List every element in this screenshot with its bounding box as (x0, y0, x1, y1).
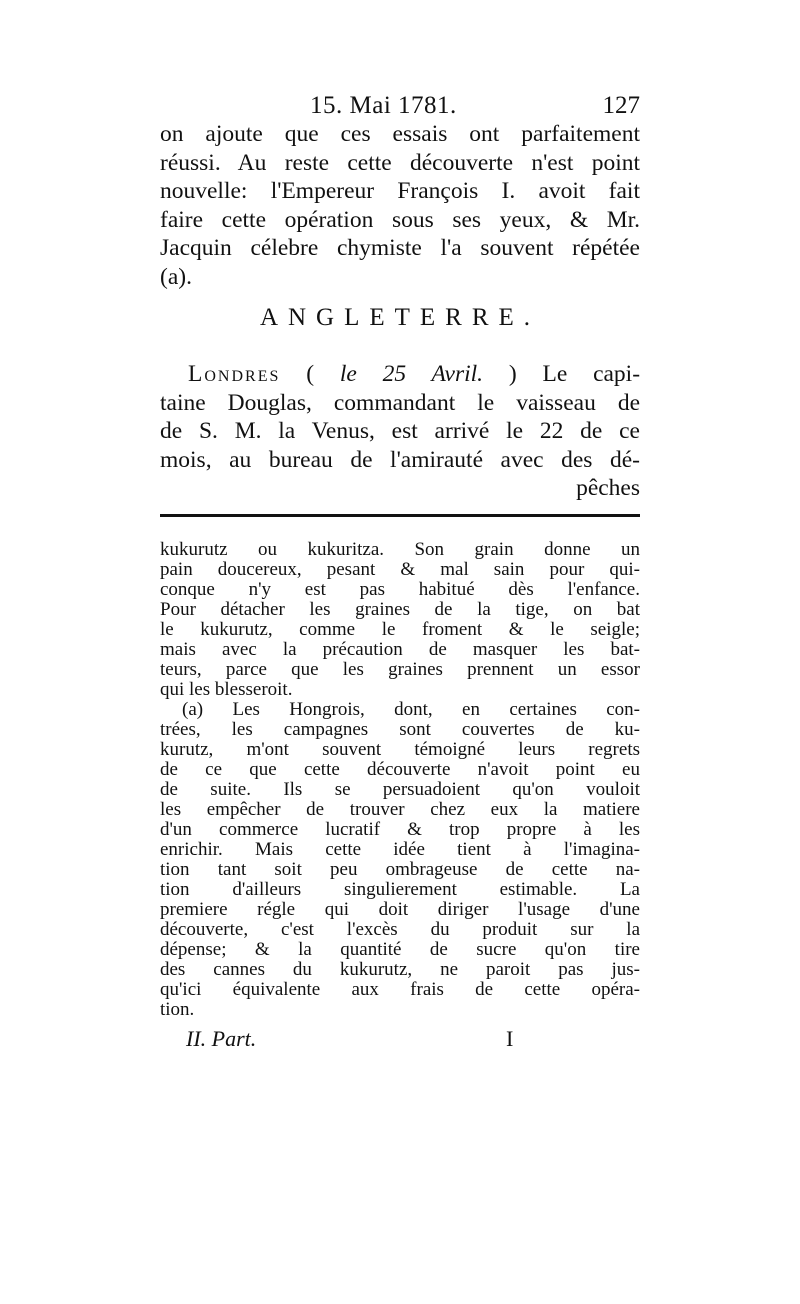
footnote-a-line: enrichir. Mais cette idée tient à l'imagina- (160, 839, 640, 860)
dispatch-block (160, 360, 640, 503)
main-line: faire cette opération sous ses yeux, & Mr. (160, 206, 640, 233)
footnote-a-line: tion tant soit peu ombrageuse de cette na- (160, 859, 640, 880)
catchword: pêches (576, 475, 640, 502)
main-line: on ajoute que ces essais ont parfaitement (160, 121, 640, 147)
dispatch-line: de S. M. la Venus, est arrivé le 22 de ce (160, 418, 640, 445)
dispatch-first-line-rest: Le capi- (542, 361, 641, 387)
footnote-a-line: tion. (160, 999, 195, 1020)
main-line: nouvelle: l'Empereur François I. avoit fait (160, 178, 640, 205)
section-title: ANGLETERRE. (259, 304, 541, 331)
footnote-line: qui les blesseroit. (160, 679, 293, 700)
footnote-line: kukurutz ou kukuritza. Son grain donne un (160, 539, 640, 560)
footnote-a-line: kurutz, m'ont souvent témoigné leurs regrets (160, 739, 640, 760)
footnote-a-line: découverte, c'est l'excès du produit sur la (160, 919, 640, 940)
dispatch-date-open: ( (306, 361, 315, 387)
footnote-line: pain doucereux, pesant & mal sain pour qui- (160, 559, 640, 580)
footnote-a-line: de ce que cette découverte n'avoit point eu (160, 759, 640, 780)
footnote-a-line: d'un commerce lucratif & trop propre à les (160, 819, 640, 840)
footnote-a-line: (a) Les Hongrois, dont, en certaines con- (182, 699, 640, 720)
dispatch-line: taine Douglas, commandant le vaisseau de (160, 389, 640, 416)
dispatch-date-close: ) (508, 361, 517, 387)
dispatch-date: le 25 Avril. (339, 361, 484, 387)
page-number: 127 (602, 92, 640, 119)
footnotes-block (160, 540, 640, 1020)
footnote-line: conque n'y est pas habitué dès l'enfance. (160, 579, 640, 600)
signature-part: II. Part. (186, 1026, 257, 1051)
header-date: 15. Mai 1781. (310, 92, 457, 119)
footnote-rule (160, 514, 640, 517)
footnote-a-line: les empêcher de trouver chez eux la matiere (160, 799, 640, 820)
footnote-a-line: dépense; & la quantité de sucre qu'on tire (160, 939, 640, 960)
main-text-block (160, 120, 640, 292)
main-line: Jacquin célebre chymiste l'a souvent répétée (160, 235, 640, 262)
footnote-line: mais avec la précaution de masquer les bat- (160, 639, 640, 660)
footnote-line: le kukurutz, comme le froment & le seigle; (160, 619, 640, 640)
dispatch-place: Londres (188, 361, 281, 387)
main-line: (a). (160, 263, 192, 290)
footnote-a-line: tion d'ailleurs singulierement estimable. La (160, 879, 640, 900)
dispatch-line: mois, au bureau de l'amirauté avec des dé- (160, 446, 640, 473)
signature-mark: I (506, 1026, 514, 1051)
footnote-a-line: qu'ici équivalente aux frais de cette opéra- (160, 979, 640, 1000)
footnote-line: Pour détacher les graines de la tige, on bat (160, 599, 640, 620)
footnote-a-line: des cannes du kukurutz, ne paroit pas jus- (160, 959, 640, 980)
footnote-a-line: premiere régle qui doit diriger l'usage d'une (160, 899, 640, 920)
footnote-a-line: trées, les campagnes sont couvertes de ku- (160, 719, 640, 740)
main-line: réussi. Au reste cette découverte n'est point (160, 149, 640, 176)
dispatch-first-line (160, 360, 640, 389)
footnote-line: teurs, parce que les graines prennent un essor (160, 659, 640, 680)
footnote-a-line: de suite. Ils se persuadoient qu'on vouloit (160, 779, 640, 800)
